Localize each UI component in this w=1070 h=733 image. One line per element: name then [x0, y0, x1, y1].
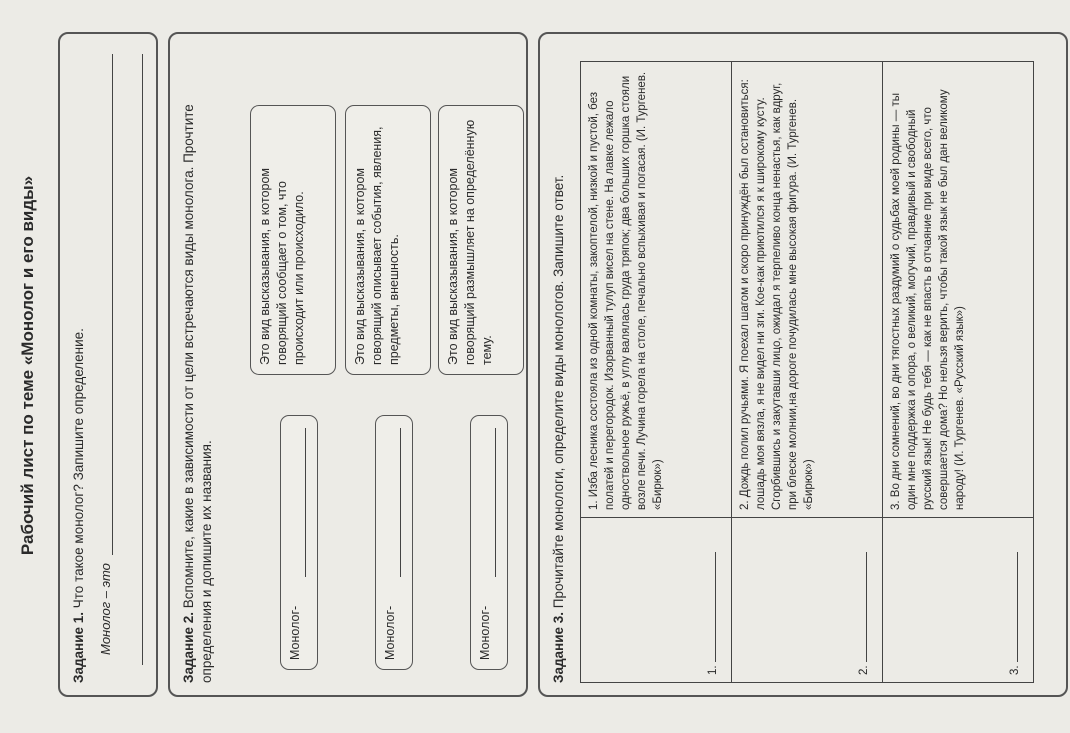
task3-text: Прочитайте монологи, определите виды монологов. Запишите ответ.	[551, 174, 566, 609]
task2-heading	[180, 46, 216, 683]
task3-box	[538, 32, 1068, 697]
task2-box	[168, 32, 528, 697]
answer-line-1[interactable]	[112, 54, 113, 555]
monologue-text-3: 3. Во дни сомнений, во дни тягостных раздумий о судьбах моей родины — ты один мне поддержка и опора, о великий, могучий, правдивый и свободный русский язык! Не будь тебя — как не впасть в отчаяние при виде всего, что совершается дома? Но нельзя верить, чтобы такой язык не был дан великому народу! (И. Тургенев. «Русский язык»)	[883, 62, 1034, 518]
task2-label: Задание 2.	[181, 611, 196, 683]
monolog-label-3: Монолог-	[478, 605, 492, 660]
monolog-definition-2: Это вид высказывания, в котором говорящий описывает события, явления, предметы, внешность.	[353, 126, 401, 365]
table-row	[581, 62, 732, 683]
monolog-label-box-1[interactable]	[280, 415, 318, 670]
monolog-definition-1: Это вид высказывания, в котором говорящий сообщает о том, что происходит или происходило.	[258, 167, 306, 365]
worksheet-content	[18, 16, 1056, 715]
monolog-blank-1[interactable]	[305, 428, 306, 577]
row-number-3: 3.	[1009, 665, 1021, 675]
table-row	[732, 62, 883, 683]
monologue-text-2: 2. Дождь полил ручьями. Я поехал шагом и скоро принуждён был остановиться: лошадь моя вязла, я не видел ни зги. Кое-как приютился я к широкому кусту. Сгорбившись и закутавши лицо, ожидал я терпеливо конца ненастья, как вдруг, при блеске молнии,на дороге почудилась мне высокая фигура. (И. Тургенев. «Бирюк»)	[732, 62, 883, 518]
monolog-label-box-2[interactable]	[375, 415, 413, 670]
task1-heading	[70, 46, 88, 683]
answer-blank-2[interactable]	[852, 552, 867, 662]
monologue-text-1: 1. Изба лесника состояла из одной комнаты, закоптелой, низкой и пустой, без полатей и перегородок. Изорванный тулуп висел на стене. На лавке лежало одноствольное ружьё, в углу валялась груда тряпок; два больших горшка стояли возле печи. Лучина горела на столе, печально вспыхивая и погасая. (И. Тургенев. «Бирюк»)	[581, 62, 732, 518]
task1-line-label: Монолог – это	[98, 563, 113, 655]
answer-cell-2[interactable]	[732, 518, 883, 683]
page-title: Рабочий лист по теме «Монолог и его виды»	[18, 175, 37, 556]
task2-text: Вспомните, какие в зависимости от цели встречаются виды монолога. Прочтите определения и допишите их названия.	[181, 104, 214, 683]
monolog-label-1: Монолог-	[288, 605, 302, 660]
row-number-1: 1.	[707, 665, 719, 675]
monologues-table	[580, 61, 1034, 683]
monolog-definition-3: Это вид высказывания, в котором говорящий размышляет на определённую тему.	[446, 119, 494, 365]
task1-line-row	[98, 563, 113, 655]
table-row	[883, 62, 1034, 683]
task1-label: Задание 1.	[71, 611, 86, 683]
answer-blank-1[interactable]	[701, 552, 716, 662]
monolog-definition-box-3	[438, 105, 524, 375]
answer-blank-3[interactable]	[1003, 552, 1018, 662]
monolog-definition-box-2	[345, 105, 431, 375]
task1-text: Что такое монолог? Запишите определение.	[71, 328, 86, 609]
answer-cell-1[interactable]	[581, 518, 732, 683]
monolog-label-box-3[interactable]	[470, 415, 508, 670]
task1-box	[58, 32, 158, 697]
answer-cell-3[interactable]	[883, 518, 1034, 683]
answer-line-2[interactable]	[142, 54, 143, 665]
monolog-label-2: Монолог-	[383, 605, 397, 660]
task3-label: Задание 3.	[551, 611, 566, 683]
monolog-definition-box-1	[250, 105, 336, 375]
row-number-2: 2.	[858, 665, 870, 675]
monolog-blank-3[interactable]	[495, 428, 496, 577]
monolog-blank-2[interactable]	[400, 428, 401, 577]
task3-heading	[550, 46, 568, 683]
